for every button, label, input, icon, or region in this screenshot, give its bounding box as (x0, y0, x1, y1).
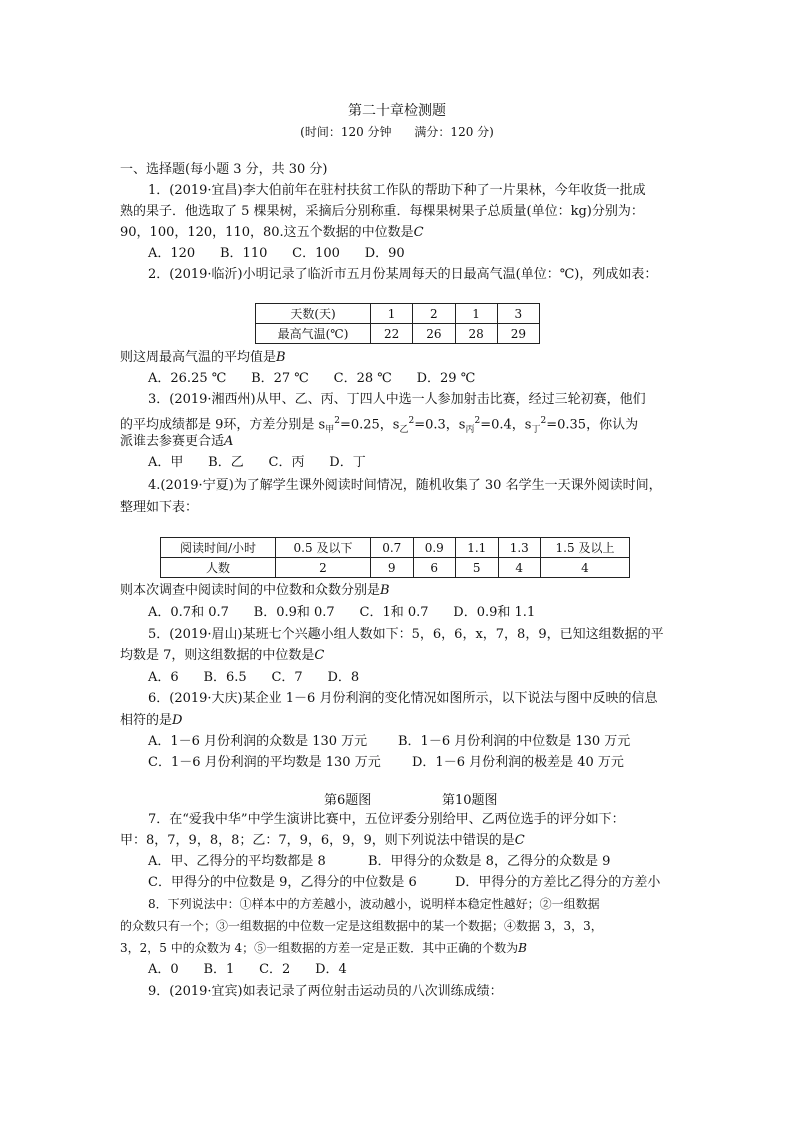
q1-stem: 90，100，120，110，80.这五个数据的中位数是 (120, 225, 414, 240)
q2-line-1: 2．(2019·临沂)小明记录了临沂市五月份某周每天的日最高气温(单位：℃)，列成如表： (148, 267, 658, 282)
q4-table (160, 537, 630, 578)
q3-text-c: =0.3，s (414, 417, 466, 433)
q3-text-e: =0.35，你认为 (546, 417, 639, 433)
q2-table (255, 303, 540, 344)
q6-option-b: B．1－6 月份利润的中位数是 130 万元 (398, 734, 631, 749)
q7-line-1: 7．在“爱我中华”中学生演讲比赛中，五位评委分别给甲、乙两位选手的评分如下： (148, 812, 625, 827)
table-cell: 0.9 (413, 538, 456, 558)
table-cell: 6 (413, 558, 456, 578)
q8-line-1: 8．下列说法中：①样本中的方差越小，波动越小，说明样本稳定性越好；②一组数据 (148, 897, 600, 911)
q3-line-3 (120, 434, 233, 450)
table-cell: 2 (276, 558, 371, 578)
q3-sub-bing: 丙 (465, 424, 475, 435)
table-cell: 29 (497, 324, 539, 344)
q3-text-b: =0.25，s (339, 417, 400, 433)
table-cell: 28 (455, 324, 497, 344)
q1-line-2: 熟的果子．他选取了 5 棵果树，采摘后分别称重．每棵果树果子总质量(单位：kg)分别为： (120, 204, 644, 219)
table-cell: 26 (413, 324, 455, 344)
q7-line-2 (120, 833, 525, 849)
q3-sub-ding: 丁 (531, 424, 541, 435)
q8-stem: 3，2，5 中的众数为 4；⑤一组数据的方差一定是正数．其中正确的个数为 (120, 941, 519, 955)
q3-answer: A (224, 434, 234, 449)
table-cell: 阅读时间/小时 (161, 538, 276, 558)
table-cell: 5 (456, 558, 499, 578)
q6-option-a: A．1－6 月份利润的众数是 130 万元 (148, 734, 368, 749)
table-cell: 1 (371, 304, 413, 324)
q7-option-d: D．甲得分的方差比乙得分的方差小 (455, 875, 661, 890)
table-cell: 1.3 (498, 538, 541, 558)
q6-line-2 (120, 713, 182, 729)
table-cell: 1.5 及以上 (541, 538, 630, 558)
table-row (256, 304, 540, 324)
q1-line-3 (120, 225, 424, 241)
q7-option-a: A．甲、乙得分的平均数都是 8 (148, 854, 326, 869)
q1-answer: C (413, 225, 424, 240)
q2-options: A．26.25 ℃ B．27 ℃ C．28 ℃ D．29 ℃ (148, 371, 476, 386)
q6-option-d: D．1－6 月份利润的极差是 40 万元 (412, 755, 624, 770)
table-cell: 人数 (161, 558, 276, 578)
table-cell: 最高气温(℃) (256, 324, 371, 344)
q1-line-1: 1．(2019·宜昌)李大伯前年在驻村扶贫工作队的帮助下种了一片果林，今年收货一批成 (148, 183, 646, 198)
q4-answer: B (380, 583, 390, 598)
page-subtitle: (时间：120 分钟 满分：120 分) (300, 125, 494, 139)
q3-stem: 派谁去参赛更合适 (120, 434, 225, 449)
table-cell: 0.5 及以下 (276, 538, 371, 558)
table-row (256, 324, 540, 344)
table-cell: 22 (371, 324, 413, 344)
q5-stem: 均数是 7，则这组数据的中位数是 (120, 648, 315, 663)
table-cell: 3 (497, 304, 539, 324)
q8-line-2: 的众数只有一个；③一组数据的中位数一定是这组数据中的某一个数据；④数据 3，3，3， (120, 919, 603, 933)
q3-sup: 2 (408, 416, 415, 426)
table-cell: 2 (413, 304, 455, 324)
table-cell: 4 (498, 558, 541, 578)
q2-stem: 则这周最高气温的平均值是 (120, 350, 277, 365)
q6-stem: 相符的是 (120, 713, 173, 728)
table-row (161, 538, 630, 558)
q4-line-1: 4.(2019·宁夏)为了解学生课外阅读时间情况，随机收集了 30 名学生一天课外阅读时间， (148, 478, 662, 493)
q3-text-a: 的平均成绩都是 9环，方差分别是 s (120, 417, 326, 433)
table-cell: 天数(天) (256, 304, 371, 324)
q5-answer: C (314, 648, 325, 663)
section-heading: 一、选择题(每小题 3 分，共 30 分) (120, 162, 328, 177)
q3-options: A．甲 B．乙 C．丙 D．丁 (148, 455, 366, 470)
q4-options: A．0.7和 0.7 B．0.9和 0.7 C．1和 0.7 D．0.9和 1.1 (148, 605, 536, 620)
q5-line-2 (120, 648, 324, 664)
table-cell: 1.1 (456, 538, 499, 558)
table-cell: 1 (455, 304, 497, 324)
q7-stem: 甲：8，7，9，8，8；乙：7，9，6，9，9，则下列说法中错误的是 (120, 833, 515, 848)
table-cell: 4 (541, 558, 630, 578)
q3-sub-jia: 甲 (325, 424, 335, 435)
q8-answer: B (518, 941, 527, 955)
q8-options: A．0 B．1 C．2 D．4 (148, 962, 347, 977)
q5-line-1: 5．(2019·眉山)某班七个兴趣小组人数如下：5，6，6，x，7，8，9，已知这组数据的平 (148, 627, 664, 642)
q6-line-1: 6．(2019·大庆)某企业 1－6 月份利润的变化情况如图所示，以下说法与图中反映的信息 (148, 691, 658, 706)
q2-answer: B (276, 350, 286, 365)
q1-options: A．120 B．110 C．100 D．90 (148, 246, 405, 261)
figure-6-caption: 第6题图 (324, 793, 372, 808)
q4-line-2: 整理如下表： (120, 500, 199, 515)
q3-sub-yi: 乙 (399, 424, 409, 435)
page-title: 第二十章检测题 (348, 103, 446, 119)
figure-10-caption: 第10题图 (442, 793, 498, 808)
q3-line-1: 3．(2019·湘西州)从甲、乙、丙、丁四人中选一人参加射击比赛，经过三轮初赛，他们 (148, 392, 646, 407)
q7-option-b: B．甲得分的众数是 8，乙得分的众数是 9 (368, 854, 611, 869)
q4-line-3 (120, 583, 390, 599)
q9-line-1: 9．(2019·宜宾)如表记录了两位射击运动员的八次训练成绩： (148, 984, 503, 999)
q6-option-c: C．1－6 月份利润的平均数是 130 万元 (148, 755, 381, 770)
q8-line-3 (120, 940, 527, 956)
q7-answer: C (514, 833, 525, 848)
q7-option-c: C．甲得分的中位数是 9，乙得分的中位数是 6 (148, 875, 417, 890)
table-row (161, 558, 630, 578)
q3-sup: 2 (474, 416, 481, 426)
q3-sup: 2 (540, 416, 547, 426)
table-cell: 9 (371, 558, 414, 578)
q4-stem: 则本次调查中阅读时间的中位数和众数分别是 (120, 583, 381, 598)
q3-sup: 2 (334, 416, 340, 426)
q5-options: A．6 B．6.5 C．7 D．8 (148, 670, 360, 685)
q3-text-d: =0.4，s (480, 417, 532, 433)
q2-line-2 (120, 350, 286, 366)
q6-answer: D (172, 713, 183, 728)
table-cell: 0.7 (371, 538, 414, 558)
